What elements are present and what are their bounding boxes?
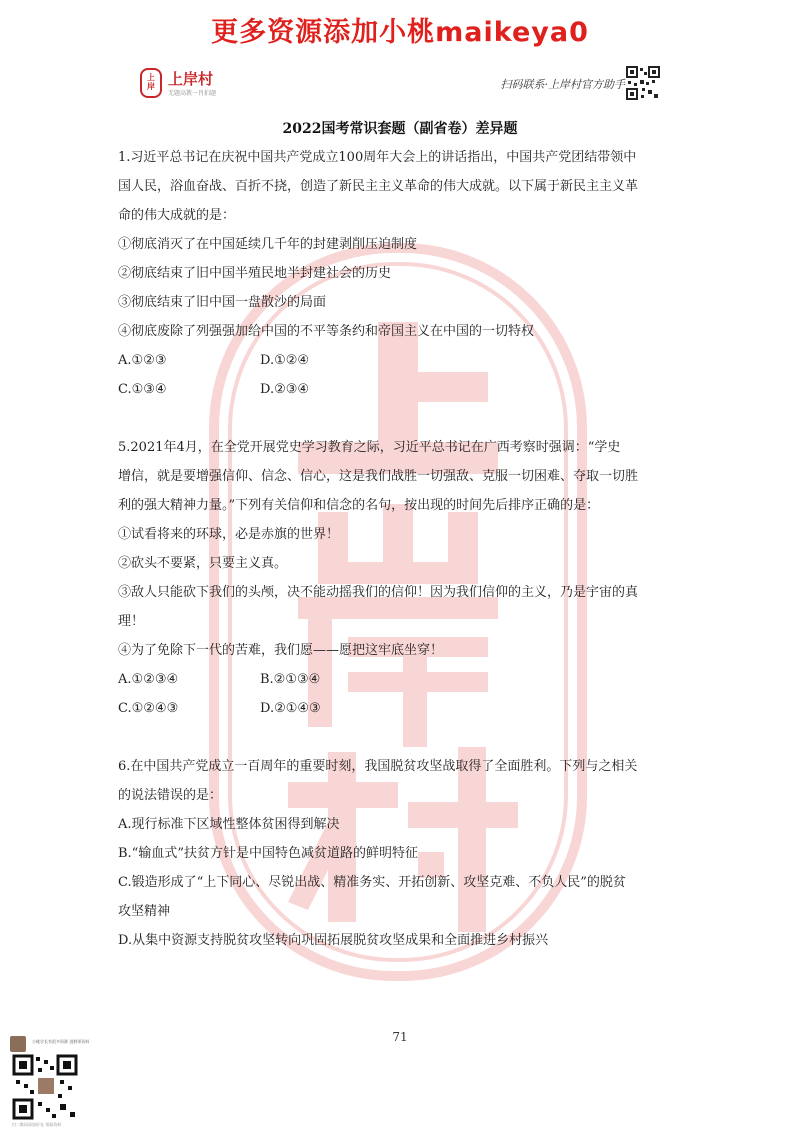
question-text: 命的伟大成就的是： bbox=[118, 208, 236, 223]
statement-item: ④彻底废除了列强强加给中国的不平等条约和帝国主义在中国的一切特权 bbox=[118, 324, 535, 339]
question-text: 增信，就是要增强信仰、信念、信心，这是我们战胜一切强敌、克服一切困难、夺取一切胜 bbox=[118, 469, 639, 484]
footer-contact-card bbox=[10, 1036, 110, 1128]
answer-options-row bbox=[118, 665, 698, 694]
promo-banner: 更多资源添加小桃maikeya0 bbox=[211, 17, 589, 48]
brand-name: 上岸村 bbox=[168, 70, 214, 88]
brand-logo bbox=[140, 64, 300, 104]
question-text: 国人民，浴血奋战、百折不挠，创造了新民主主义革命的伟大成就。以下属于新民主主义革 bbox=[118, 179, 639, 194]
statement-item: ②砍头不要紧，只要主义真。 bbox=[118, 556, 288, 571]
answer-option: D.②③④ bbox=[260, 382, 310, 397]
qr-code-icon bbox=[12, 1054, 78, 1120]
avatar bbox=[10, 1036, 26, 1052]
footer-caption: 扫二维码添加好友 领取资料 bbox=[12, 1122, 62, 1127]
qr-code-icon bbox=[626, 66, 660, 100]
answer-option: D.②①④③ bbox=[260, 701, 321, 716]
answer-options-row bbox=[118, 346, 698, 375]
question-block bbox=[118, 143, 698, 404]
question-block bbox=[118, 752, 698, 955]
header-contact-text: 扫码联系·上岸村官方助手 bbox=[500, 78, 625, 91]
statement-item: ③彻底结束了旧中国一盘散沙的局面 bbox=[118, 295, 327, 310]
answer-option: C.①②④③ bbox=[118, 701, 179, 716]
question-text: 6.在中国共产党成立一百周年的重要时刻，我国脱贫攻坚战取得了全面胜利。下列与之相关 bbox=[118, 759, 638, 774]
answer-options-row bbox=[118, 694, 698, 723]
brand-tagline: 无题高教一肖拍题 bbox=[168, 90, 217, 97]
answer-option: C.①③④ bbox=[118, 382, 167, 397]
answer-option: B.“输血式”扶贫方针是中国特色减贫道路的鲜明特征 bbox=[118, 846, 418, 861]
answer-option: 攻坚精神 bbox=[118, 904, 171, 919]
footer-name: 小桃学长有很多资源 进群领资料 bbox=[32, 1039, 90, 1044]
answer-option: A.①②③④ bbox=[118, 672, 179, 687]
answer-option: B.②①③④ bbox=[260, 672, 321, 687]
statement-item: ④为了免除下一代的苦难，我们愿——愿把这牢底坐穿！ bbox=[118, 643, 444, 658]
page-number: 71 bbox=[392, 1030, 408, 1044]
statement-item: ①试看将来的环球，必是赤旗的世界！ bbox=[118, 527, 340, 542]
answer-option: A.①②③ bbox=[118, 353, 167, 368]
statement-item: ①彻底消灭了在中国延续几千年的封建剥削压迫制度 bbox=[118, 237, 418, 252]
question-text: 1.习近平总书记在庆祝中国共产党成立100周年大会上的讲话指出，中国共产党团结带领中 bbox=[118, 150, 637, 165]
answer-option: D.①②④ bbox=[260, 353, 310, 368]
page-title: 2022国考常识套题（副省卷）差异题 bbox=[282, 121, 518, 137]
question-content bbox=[118, 143, 698, 955]
question-text: 利的强大精神力量。”下列有关信仰和信念的名句，按出现的时间先后排序正确的是： bbox=[118, 498, 600, 513]
answer-option: A.现行标准下区域性整体贫困得到解决 bbox=[118, 817, 340, 832]
shang-an-cun-logo-icon: 上 岸 bbox=[140, 68, 162, 98]
question-block bbox=[118, 433, 698, 723]
answer-option: D.从集中资源支持脱贫攻坚转向巩固拓展脱贫攻坚成果和全面推进乡村振兴 bbox=[118, 933, 549, 948]
statement-item: ③敌人只能砍下我们的头颅，决不能动摇我们的信仰！因为我们信仰的主义，乃是宇宙的真 bbox=[118, 585, 639, 600]
answer-option: C.锻造形成了“上下同心、尽锐出战、精准务实、开拓创新、攻坚克难、不负人民”的脱贫 bbox=[118, 875, 626, 890]
question-text: 的说法错误的是： bbox=[118, 788, 223, 803]
statement-item: ②彻底结束了旧中国半殖民地半封建社会的历史 bbox=[118, 266, 392, 281]
statement-item: 理！ bbox=[118, 614, 145, 629]
question-text: 5.2021年4月，在全党开展党史学习教育之际，习近平总书记在广西考察时强调：“学史 bbox=[118, 440, 621, 455]
answer-options-row bbox=[118, 375, 698, 404]
